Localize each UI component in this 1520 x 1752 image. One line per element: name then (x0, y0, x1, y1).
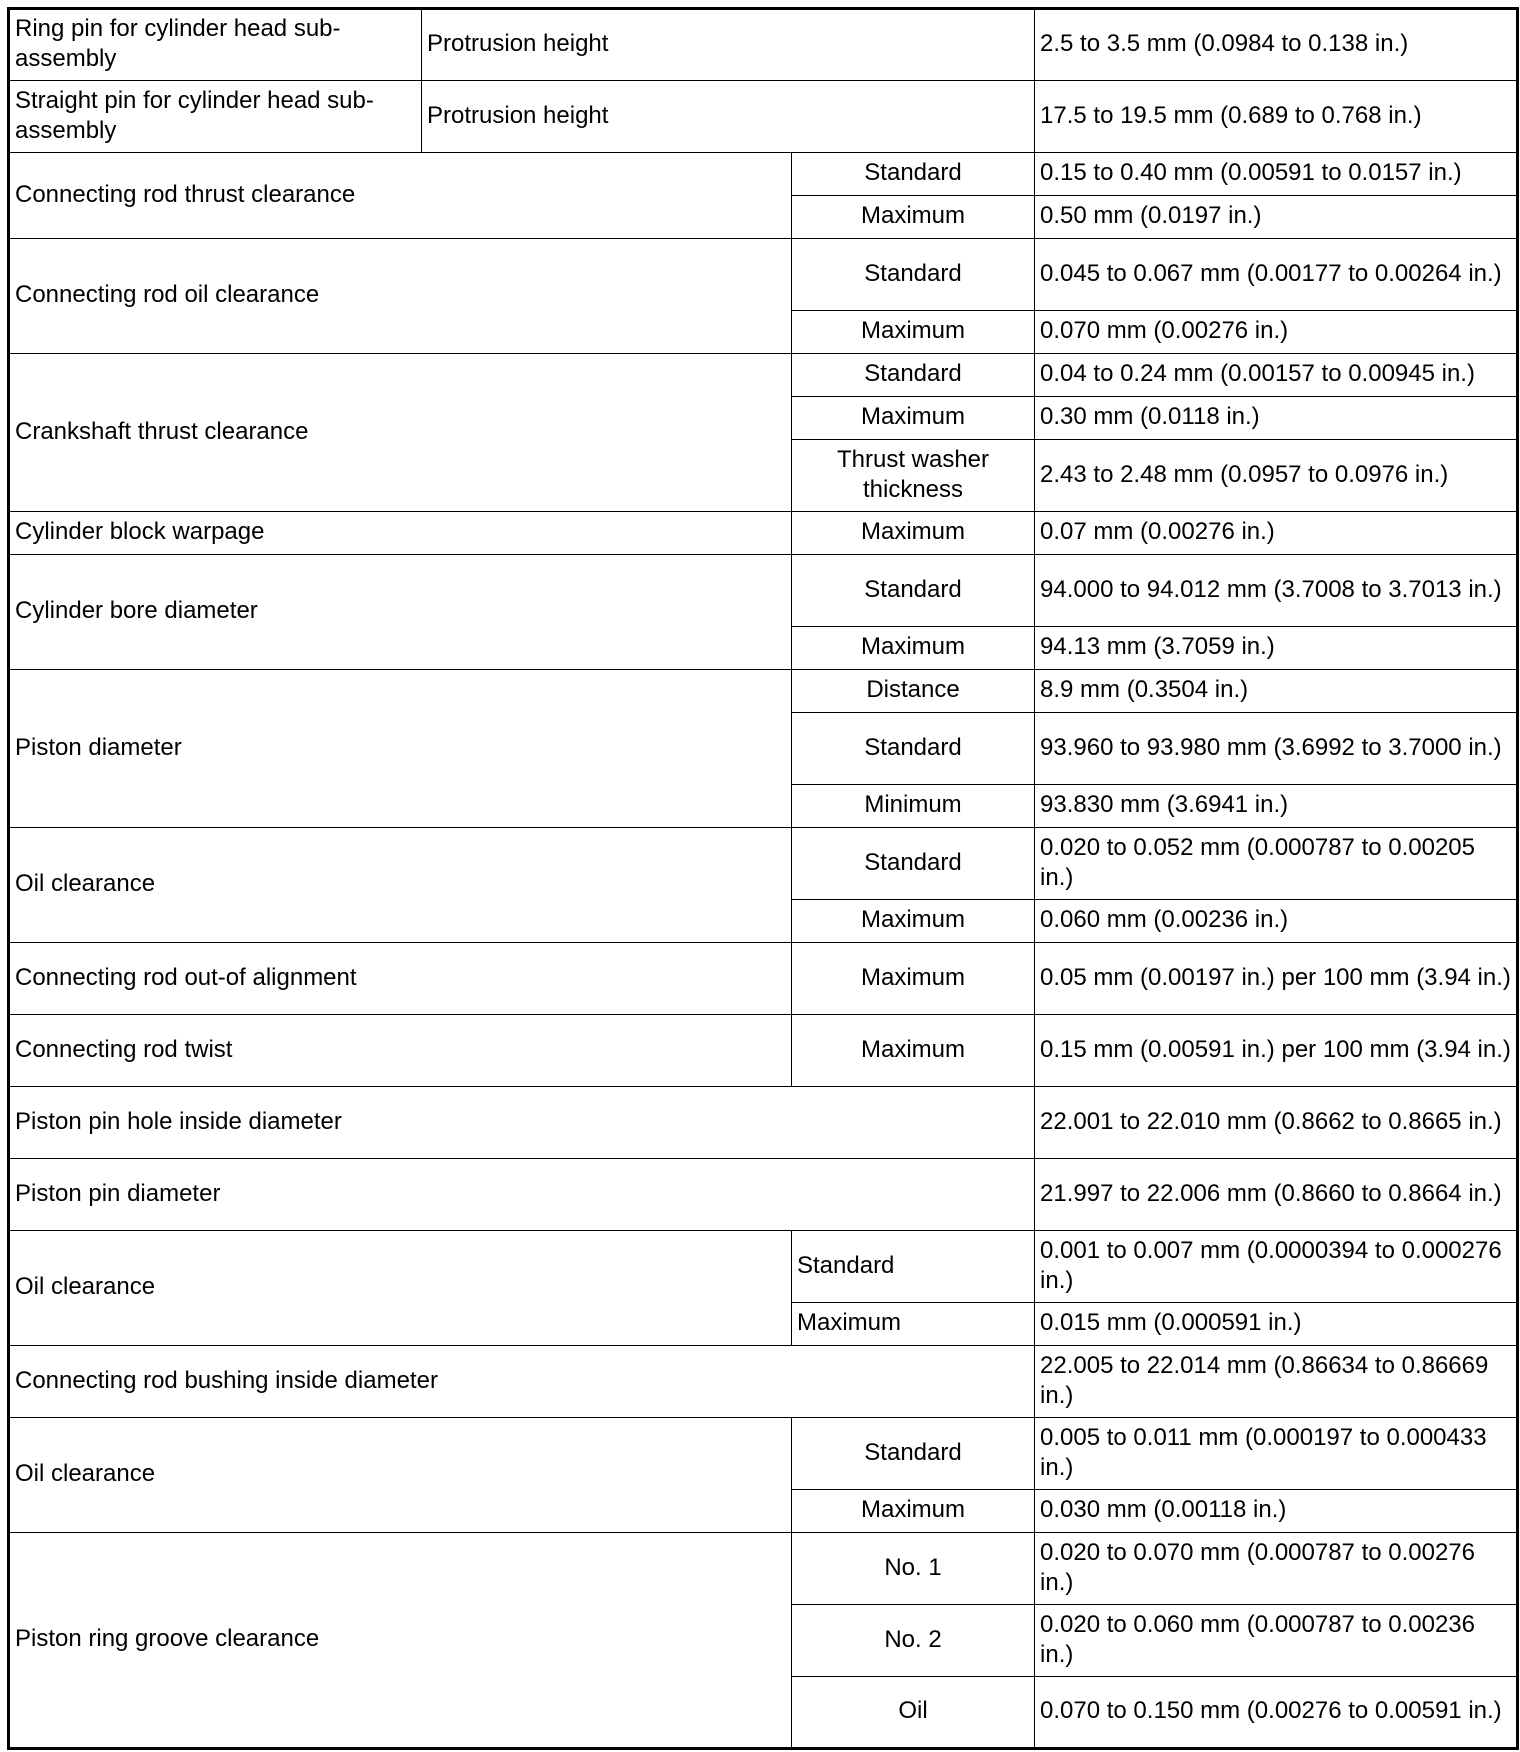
specification-table (7, 7, 1519, 1750)
condition-cell: Protrusion height (422, 9, 1035, 81)
table-row (9, 828, 1518, 900)
item-cell: Cylinder bore diameter (9, 555, 792, 670)
sub-label-cell: Standard (792, 153, 1035, 196)
table-row (9, 1231, 1518, 1303)
table-row (9, 512, 1518, 555)
value-cell: 93.830 mm (3.6941 in.) (1035, 785, 1518, 828)
table-row (9, 1346, 1518, 1418)
item-cell: Piston pin diameter (9, 1159, 1035, 1231)
item-cell: Oil clearance (9, 1418, 792, 1533)
table-row (9, 555, 1518, 627)
value-cell: 0.07 mm (0.00276 in.) (1035, 512, 1518, 555)
sub-label-cell: Thrust washer thickness (792, 440, 1035, 512)
condition-cell: Protrusion height (422, 81, 1035, 153)
item-cell: Connecting rod out-of alignment (9, 943, 792, 1015)
value-cell: 21.997 to 22.006 mm (0.8660 to 0.8664 in.) (1035, 1159, 1518, 1231)
item-cell: Piston ring groove clearance (9, 1533, 792, 1749)
value-cell: 0.001 to 0.007 mm (0.0000394 to 0.000276 in.) (1035, 1231, 1518, 1303)
item-cell: Connecting rod twist (9, 1015, 792, 1087)
table-row (9, 943, 1518, 1015)
sub-label-cell: Standard (792, 713, 1035, 785)
table-row (9, 81, 1518, 153)
sub-label-cell: Standard (792, 828, 1035, 900)
sub-label-cell: Maximum (792, 196, 1035, 239)
value-cell: 0.005 to 0.011 mm (0.000197 to 0.000433 in.) (1035, 1418, 1518, 1490)
table-row (9, 9, 1518, 81)
sub-label-cell: Maximum (792, 397, 1035, 440)
value-cell: 0.070 to 0.150 mm (0.00276 to 0.00591 in.) (1035, 1677, 1518, 1749)
table-row (9, 354, 1518, 397)
table-row (9, 670, 1518, 713)
sub-label-cell: Maximum (792, 311, 1035, 354)
sub-label-cell: Oil (792, 1677, 1035, 1749)
value-cell: 94.000 to 94.012 mm (3.7008 to 3.7013 in.) (1035, 555, 1518, 627)
value-cell: 0.020 to 0.060 mm (0.000787 to 0.00236 in.) (1035, 1605, 1518, 1677)
item-cell: Piston diameter (9, 670, 792, 828)
value-cell: 0.015 mm (0.000591 in.) (1035, 1303, 1518, 1346)
value-cell: 0.50 mm (0.0197 in.) (1035, 196, 1518, 239)
value-cell: 8.9 mm (0.3504 in.) (1035, 670, 1518, 713)
sub-label-cell: Standard (792, 555, 1035, 627)
value-cell: 93.960 to 93.980 mm (3.6992 to 3.7000 in.) (1035, 713, 1518, 785)
item-cell: Oil clearance (9, 828, 792, 943)
value-cell: 22.001 to 22.010 mm (0.8662 to 0.8665 in.) (1035, 1087, 1518, 1159)
value-cell: 0.020 to 0.052 mm (0.000787 to 0.00205 in.) (1035, 828, 1518, 900)
table-row (9, 239, 1518, 311)
sub-label-cell: Minimum (792, 785, 1035, 828)
sub-label-cell: No. 2 (792, 1605, 1035, 1677)
table-row (9, 1533, 1518, 1605)
value-cell: 0.15 to 0.40 mm (0.00591 to 0.0157 in.) (1035, 153, 1518, 196)
sub-label-cell: Standard (792, 1418, 1035, 1490)
sub-label-cell: Standard (792, 1231, 1035, 1303)
sub-label-cell: Distance (792, 670, 1035, 713)
item-cell: Cylinder block warpage (9, 512, 792, 555)
table-row (9, 153, 1518, 196)
item-cell: Straight pin for cylinder head sub-assembly (9, 81, 422, 153)
table-row (9, 1159, 1518, 1231)
value-cell: 0.030 mm (0.00118 in.) (1035, 1490, 1518, 1533)
value-cell: 0.15 mm (0.00591 in.) per 100 mm (3.94 in.) (1035, 1015, 1518, 1087)
value-cell: 0.045 to 0.067 mm (0.00177 to 0.00264 in.) (1035, 239, 1518, 311)
item-cell: Connecting rod bushing inside diameter (9, 1346, 1035, 1418)
value-cell: 0.30 mm (0.0118 in.) (1035, 397, 1518, 440)
value-cell: 22.005 to 22.014 mm (0.86634 to 0.86669 in.) (1035, 1346, 1518, 1418)
sub-label-cell: Maximum (792, 1015, 1035, 1087)
item-cell: Connecting rod thrust clearance (9, 153, 792, 239)
sub-label-cell: Maximum (792, 943, 1035, 1015)
value-cell: 0.05 mm (0.00197 in.) per 100 mm (3.94 in.) (1035, 943, 1518, 1015)
value-cell: 17.5 to 19.5 mm (0.689 to 0.768 in.) (1035, 81, 1518, 153)
value-cell: 2.5 to 3.5 mm (0.0984 to 0.138 in.) (1035, 9, 1518, 81)
sub-label-cell: Maximum (792, 627, 1035, 670)
table-row (9, 1418, 1518, 1490)
value-cell: 94.13 mm (3.7059 in.) (1035, 627, 1518, 670)
item-cell: Oil clearance (9, 1231, 792, 1346)
item-cell: Piston pin hole inside diameter (9, 1087, 1035, 1159)
value-cell: 0.04 to 0.24 mm (0.00157 to 0.00945 in.) (1035, 354, 1518, 397)
sub-label-cell: Maximum (792, 900, 1035, 943)
item-cell: Ring pin for cylinder head sub-assembly (9, 9, 422, 81)
table-row (9, 1087, 1518, 1159)
sub-label-cell: Standard (792, 239, 1035, 311)
item-cell: Connecting rod oil clearance (9, 239, 792, 354)
value-cell: 0.070 mm (0.00276 in.) (1035, 311, 1518, 354)
sub-label-cell: Maximum (792, 512, 1035, 555)
item-cell: Crankshaft thrust clearance (9, 354, 792, 512)
value-cell: 2.43 to 2.48 mm (0.0957 to 0.0976 in.) (1035, 440, 1518, 512)
sub-label-cell: Maximum (792, 1303, 1035, 1346)
value-cell: 0.020 to 0.070 mm (0.000787 to 0.00276 in.) (1035, 1533, 1518, 1605)
sub-label-cell: Maximum (792, 1490, 1035, 1533)
sub-label-cell: Standard (792, 354, 1035, 397)
value-cell: 0.060 mm (0.00236 in.) (1035, 900, 1518, 943)
table-row (9, 1015, 1518, 1087)
sub-label-cell: No. 1 (792, 1533, 1035, 1605)
